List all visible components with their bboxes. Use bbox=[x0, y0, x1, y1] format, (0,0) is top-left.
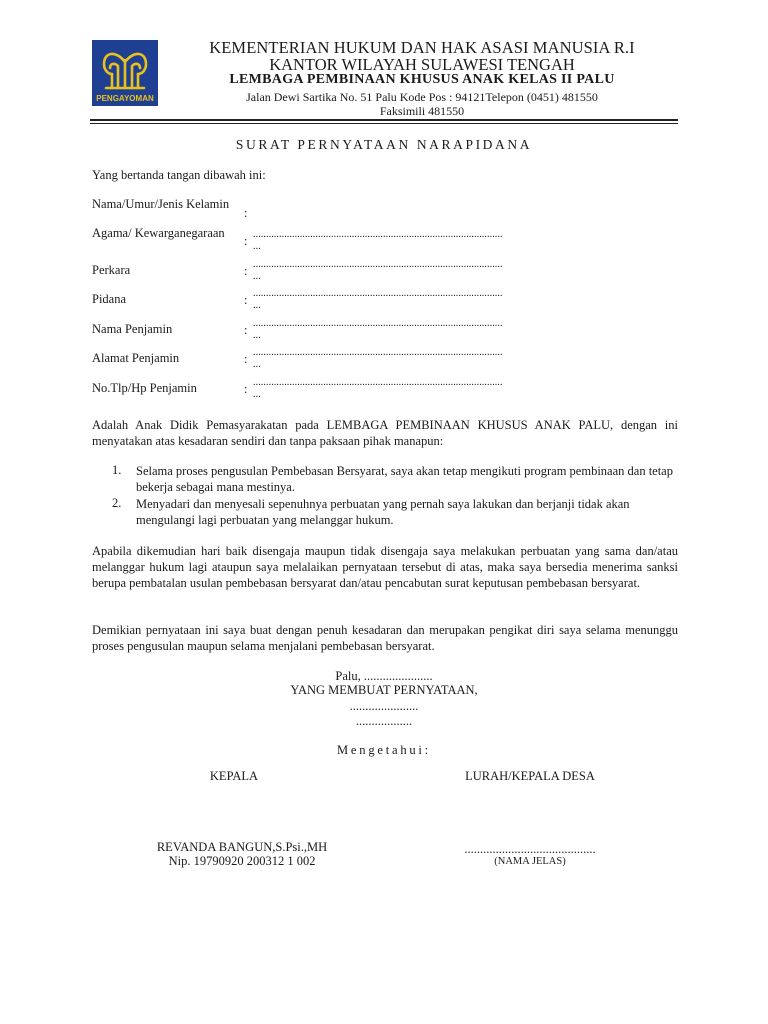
field-blank-sentence: ................................................................................................ bbox=[253, 288, 503, 299]
field-blank-guarantor-phone: ................................................................................................ bbox=[253, 377, 503, 388]
header-rule-thin bbox=[90, 123, 678, 124]
field-colon: : bbox=[244, 264, 248, 278]
field-blank-case-cont: ... bbox=[253, 271, 261, 282]
field-colon: : bbox=[244, 206, 248, 220]
document-title: SURAT PERNYATAAN NARAPIDANA bbox=[235, 137, 533, 152]
intro-text: Yang bertanda tangan dibawah ini: bbox=[92, 168, 266, 182]
field-blank-guarantor-address-cont: ... bbox=[253, 359, 261, 370]
acknowledged-by: Mengetahui: bbox=[337, 743, 431, 757]
field-colon: : bbox=[244, 352, 248, 366]
field-blank-religion-cont: ... bbox=[253, 241, 261, 252]
header-address: Jalan Dewi Sartika No. 51 Palu Kode Pos : 94121Telepon (0451) 481550 bbox=[246, 90, 598, 104]
header-institution: LEMBAGA PEMBINAAN KHUSUS ANAK KELAS II PALU bbox=[229, 72, 615, 87]
logo-pengayoman bbox=[92, 40, 158, 106]
field-colon: : bbox=[244, 323, 248, 337]
village-head-name-caption: (NAMA JELAS) bbox=[494, 856, 566, 867]
field-label-guarantor-address: Alamat Penjamin bbox=[92, 351, 180, 365]
list-item-number: 2. bbox=[112, 496, 122, 510]
head-name: REVANDA BANGUN,S.Psi.,MH bbox=[156, 840, 328, 854]
field-blank-guarantor-name: ................................................................................................ bbox=[253, 318, 503, 329]
head-title: KEPALA bbox=[209, 769, 259, 783]
field-label-religion: Agama/ Kewarganegaraan bbox=[92, 226, 225, 240]
sign-place-date: Palu, ...................... bbox=[335, 669, 433, 683]
field-blank-guarantor-address: ................................................................................................ bbox=[253, 347, 503, 358]
header-rule-thick bbox=[90, 119, 678, 121]
village-head-sign-blank: .......................................... bbox=[464, 842, 596, 856]
list-item-text: Menyadari dan menyesali sepenuhnya perbuatan yang pernah saya lakukan dan berjanji tidak akan mengulangi lagi perbuatan yang melanggar hukum. bbox=[136, 497, 630, 527]
header-fax: Faksimili 481550 bbox=[379, 104, 465, 118]
header-ministry: KEMENTERIAN HUKUM DAN HAK ASASI MANUSIA R.I bbox=[209, 38, 635, 57]
village-head-title: LURAH/KEPALA DESA bbox=[465, 769, 595, 783]
pengayoman-emblem-icon bbox=[92, 40, 158, 106]
statement-paragraph: Adalah Anak Didik Pemasyarakatan pada LEMBAGA PEMBINAAN KHUSUS ANAK PALU, dengan ini menyatakan atas kesadaran sendiri dan tanpa paksaan pihak manapun: bbox=[92, 418, 678, 448]
field-label-identity: Nama/Umur/Jenis Kelamin bbox=[92, 197, 230, 211]
list-item-text: Selama proses pengusulan Pembebasan Bersyarat, saya akan tetap mengikuti program pembinaan dan tetap bekerja sebagai mana mestinya. bbox=[136, 464, 673, 494]
field-blank-guarantor-name-cont: ... bbox=[253, 330, 261, 341]
head-nip: Nip. 19790920 200312 1 002 bbox=[168, 854, 316, 868]
svg-text:PENGAYOMAN: PENGAYOMAN bbox=[96, 94, 154, 103]
field-blank-guarantor-phone-cont: ... bbox=[253, 389, 261, 400]
field-colon: : bbox=[244, 293, 248, 307]
list-item-number: 1. bbox=[112, 463, 122, 477]
field-blank-case: ................................................................................................ bbox=[253, 259, 503, 270]
sanction-paragraph: Apabila dikemudian hari baik disengaja maupun tidak disengaja saya melakukan perbuatan yang sama dan/atau melanggar hukum lagi ataupun saya melalaikan pernyataan tersebut di atas, maka saya bersedia menerima sanksi berupa pembatalan usulan pembebasan bersyarat dan/atau pencabutan surat keputusan pembebasan bersyarat. bbox=[92, 544, 678, 590]
field-blank-sentence-cont: ... bbox=[253, 300, 261, 311]
field-label-guarantor-name: Nama Penjamin bbox=[92, 322, 173, 336]
sign-maker-blank: ...................... bbox=[349, 699, 419, 713]
field-label-sentence: Pidana bbox=[92, 292, 127, 306]
sign-maker-name-blank: .................. bbox=[355, 714, 413, 728]
sign-maker-title: YANG MEMBUAT PERNYATAAN, bbox=[290, 683, 478, 697]
field-label-case: Perkara bbox=[92, 263, 131, 277]
field-label-guarantor-phone: No.Tlp/Hp Penjamin bbox=[92, 381, 197, 395]
field-colon: : bbox=[244, 382, 248, 396]
header-regional-office: KANTOR WILAYAH SULAWESI TENGAH bbox=[269, 55, 575, 74]
closing-paragraph: Demikian pernyataan ini saya buat dengan penuh kesadaran dan merupakan pengikat diri saya selama menunggu proses pengusulan maupun selama menjalani pembebasan bersyarat. bbox=[92, 623, 678, 653]
field-blank-religion: ................................................................................................ bbox=[253, 229, 503, 240]
field-colon: : bbox=[244, 234, 248, 248]
